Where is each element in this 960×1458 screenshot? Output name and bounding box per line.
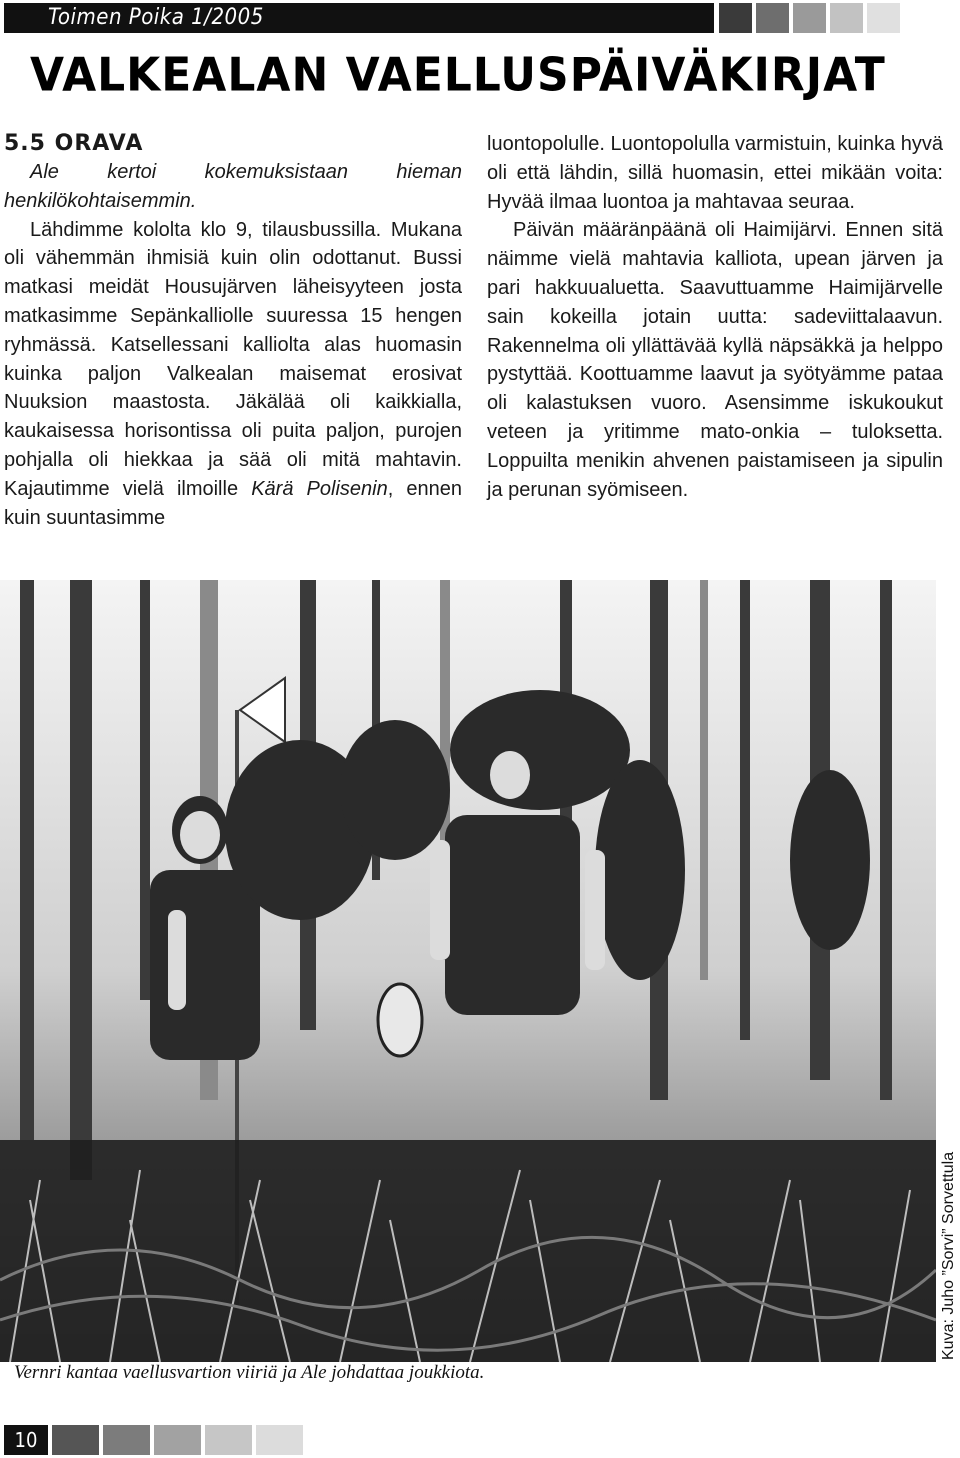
header-square <box>793 3 826 33</box>
publication-title: Toimen Poika 1/2005 <box>48 5 264 30</box>
article-paragraph <box>4 216 462 533</box>
article-intro: Ale kertoi kokemuksistaan hieman henkilökohtaisemmin. <box>4 161 462 212</box>
header-square <box>830 3 863 33</box>
section-heading: 5.5 ORAVA <box>4 131 144 156</box>
paragraph-text: Lähdimme kololta klo 9, tilausbussilla. Mukana oli vähemmän ihmisiä kuin olin odottanut. Bussi matkasi meidät Housujärven läheisyyteen josta matkasimme Sepänkalliolle suuressa 15 hengen ryhmässä. Katsellessani kalliolta alas huomasin kuinka paljon Valkealan maisemat erosivat Nuuksion maastosta. Jäkälää oli kaikkialla, kaukaisessa horisontissa oli puita paljon, purojen pohjalla oli hiekkaa ja sää oli mitä mahtavin. Kajautimme vielä ilmoille <box>4 218 462 500</box>
footer-square <box>256 1425 303 1455</box>
paragraph-text-end: , ennen kuin suuntasimme <box>4 477 463 529</box>
hikers-photo <box>0 580 936 1362</box>
page-number: 10 <box>4 1425 48 1455</box>
photo-credit: Kuva: Juho ”Sorvi” Sorvettula <box>940 1151 957 1360</box>
header-decorative-squares <box>719 3 900 33</box>
song-title: Kärä Polisenin <box>251 477 388 500</box>
article-paragraph-continued: luontopolulle. Luontopolulla varmistuin, kuinka hyvä oli että lähdin, sillä huomasin, ettei mikään voita: Hyvää ilmaa luontoa ja mahtavaa seuraa. <box>487 133 943 213</box>
article-paragraph: Päivän määränpäänä oli Haimijärvi. Ennen sitä näimme vielä mahtavia kalliota, upean järven ja pari hakkuualuetta. Saavuttuamme Haimijärvelle sain kokeilla jotain uutta: sadeviittalaavun. Rakennelma oli yllättävää kyllä näpsäkkä ja helppo pystyttää. Koottuamme laavut ja syötyämme pataa oli kalastuksen vuoro. Asensimme iskukoukut veteen ja yritimme mato-onkia – tuloksetta. Loppuilta menikin ahvenen paistamiseen ja sipulin ja perunan syömiseen. <box>487 219 943 501</box>
publication-header-bar <box>4 3 714 33</box>
footer-decorative-squares <box>52 1425 303 1455</box>
header-square <box>719 3 752 33</box>
photo-caption: Vernri kantaa vaellusvartion viiriä ja Ale johdattaa joukkiota. <box>14 1362 485 1383</box>
header-square <box>867 3 900 33</box>
footer-square <box>52 1425 99 1455</box>
article-column-left <box>4 130 462 532</box>
header-square <box>756 3 789 33</box>
footer-square <box>154 1425 201 1455</box>
article-column-right <box>487 130 943 504</box>
article-headline: VALKEALAN VAELLUSPÄIVÄKIRJAT <box>30 48 886 103</box>
footer-square <box>103 1425 150 1455</box>
footer-square <box>205 1425 252 1455</box>
